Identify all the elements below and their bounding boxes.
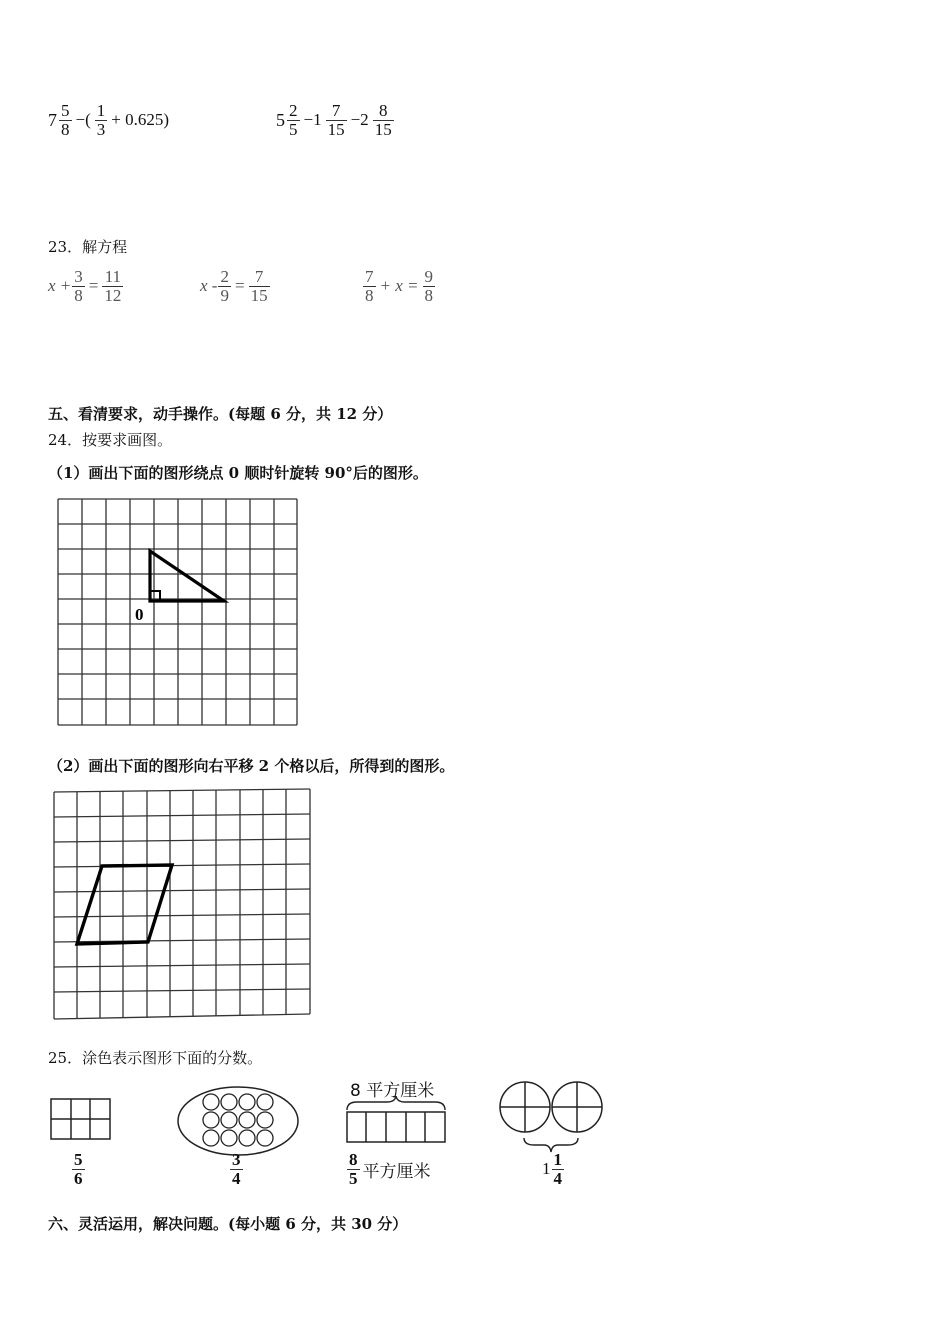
q24-part1-instruction: （1）画出下面的图形绕点 0 顺时针旋转 90°后的图形。 [48,464,428,482]
f4-whole: 1 [542,1159,551,1179]
area-top-label: 8 平方厘米 [350,1081,435,1101]
f4-num: 1 [553,1150,562,1169]
expr1-inner-num: 1 [96,101,106,120]
equation-3 [362,268,436,305]
expr1-inner-den: 3 [96,119,106,139]
expr2-fraction-1 [287,102,300,139]
eq2-den-1: 9 [220,285,229,305]
q24-title: 24．按要求画图。 [48,431,173,449]
section-6-title: 六、灵活运用，解决问题。(每小题 6 分，共 30 分） [48,1215,408,1233]
eq1-fraction-1 [72,268,85,305]
section-5-title: 五、看清要求，动手操作。(每题 6 分，共 12 分） [48,405,393,423]
eq1-lhs: x + [48,276,72,296]
expression-2 [276,102,395,139]
expr1-whole: 7 [48,109,57,130]
eq3-num-1: 7 [365,267,374,286]
eq2-den-2: 15 [250,285,268,305]
eq1-den-1: 8 [74,285,83,305]
area-fraction-label [346,1151,431,1188]
equation-2 [200,268,271,305]
parallelogram-shape [77,865,172,944]
expr2-den-3: 15 [374,119,392,139]
expr2-fraction-3 [373,102,394,139]
q23-title: 23．解方程 [48,238,128,256]
f3-unit: 平方厘米 [362,1161,431,1182]
expr1-minus: −( [75,110,91,130]
translation-grid [50,786,315,1024]
fraction-five-sixths [72,1151,85,1188]
eq3-fraction-1 [363,268,376,305]
expr2-den-2: 15 [327,119,345,139]
expr2-minus-2: −2 [350,110,369,130]
eq2-fraction-2 [249,268,270,305]
top-brace [347,1096,445,1110]
fraction-eight-fifths [347,1151,360,1188]
q25-title: 25．涂色表示图形下面的分数。 [48,1049,263,1067]
f2-num: 3 [232,1150,241,1169]
eq3-num-2: 9 [424,267,433,286]
eq2-num-2: 7 [254,267,264,286]
expr2-den-1: 5 [289,119,298,139]
point-o-label: 0 [135,605,144,624]
fraction-one-quarter [552,1151,565,1188]
rotation-grid-lines [58,499,297,725]
expr2-num-3: 8 [378,101,388,120]
expr1-plus: + 0.625) [111,110,169,130]
f1-num: 5 [74,1150,83,1169]
mixed-number-label [542,1151,565,1188]
eq3-fraction-2 [423,268,436,305]
fraction-three-quarters [230,1151,243,1188]
eq1-num-2: 11 [104,267,122,286]
expr2-minus-1: −1 [303,110,322,130]
eq1-den-2: 12 [104,285,122,305]
expr1-inner-fraction [95,102,108,139]
eq3-middle: + x = [379,276,419,296]
expr2-whole-1: 5 [276,109,285,130]
expr2-fraction-2 [326,102,347,139]
eq3-den-1: 8 [365,285,374,305]
expr2-num-1: 2 [289,101,298,120]
expr1-num: 5 [61,101,70,120]
eq1-fraction-2 [102,268,123,305]
eq1-equals: = [88,276,99,296]
expr1-den: 8 [61,119,70,139]
ellipse-twelve-circles [174,1083,304,1159]
eq2-equals: = [234,276,245,296]
equation-1 [48,268,124,305]
strip-five-parts [343,1096,449,1146]
small-circles [203,1094,273,1146]
f2-den: 4 [232,1168,241,1188]
expr1-fraction [59,102,72,139]
expression-1 [48,102,172,139]
f3-den: 5 [349,1168,358,1188]
eq3-den-2: 8 [424,285,433,305]
translation-grid-lines [54,789,310,1019]
eq1-num-1: 3 [74,267,83,286]
f3-num: 8 [349,1150,358,1169]
rectangle-six-parts [48,1096,114,1142]
f1-den: 6 [74,1168,83,1188]
eq2-num-1: 2 [220,267,229,286]
two-circles-quartered [496,1078,606,1158]
expr2-num-2: 7 [331,101,341,120]
eq2-fraction-1 [218,268,231,305]
rotation-grid [54,496,304,731]
right-triangle-shape [150,551,224,601]
q24-part2-instruction: （2）画出下面的图形向右平移 2 个格以后，所得到的图形。 [48,757,455,775]
f4-den: 4 [553,1168,562,1188]
eq2-lhs: x - [200,276,218,296]
bottom-brace [524,1138,578,1152]
